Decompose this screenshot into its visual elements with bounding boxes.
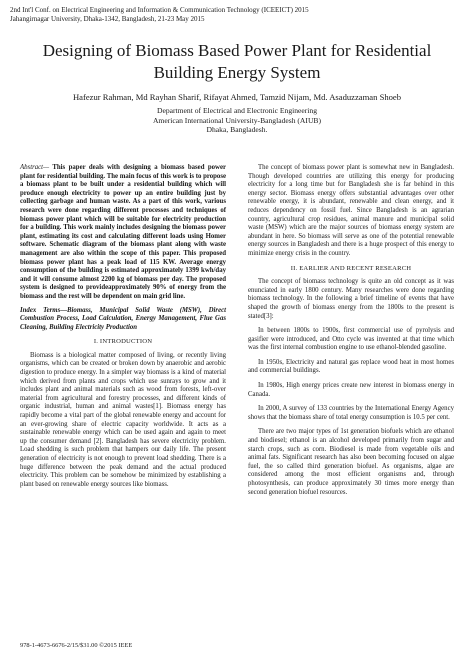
paragraph: In 2000, A survey of 133 countries by the International Energy Agency shows that the biomass share of total energy consumption is 10.5 per cent.	[248, 405, 454, 421]
conference-line-2: Jahangirnagar University, Dhaka-1342, Bangladesh, 21-23 May 2015	[10, 15, 205, 23]
author-list: Hafezur Rahman, Md Rayhan Sharif, Rifayat Ahmed, Tamzid Nijam, Md. Asaduzzaman Shoeb	[72, 92, 402, 102]
left-column	[20, 164, 226, 492]
city: Dhaka, Bangladesh.	[206, 125, 268, 135]
paragraph: In between 1800s to 1900s, first commercial use of pyrolysis and gasifier were introduced, and Otto cycle was invented at that time which was the first internal combustion engine to use ethanol-blended gasoline.	[248, 327, 454, 352]
paragraph: There are two major types of 1st generation biofuels which are ethanol and biodiesel; ethanol is an alcohol developed primarily from sugar and starch crops, such as corn. Biodiesel is made from vegetable oils and animal fats. Significant research has also been becoming focused on algae fuel, the so called third generation biofuel. As organisms, algae are considered among the most efficient organisms and, through photosynthesis, can produce approximately 30 times more energy than second generation biofuel resources.	[248, 428, 454, 496]
abstract	[20, 164, 226, 302]
paragraph: The concept of biomass technology is quite an old concept as it was enunciated in early 1800 century. Many researches were done regarding biomass technology. In the following a brief timeline of events that have shaped the growth of biomass energy from the 1800s to the present is stated[3]:	[248, 278, 454, 320]
abstract-label: Abstract—	[20, 164, 50, 171]
section-heading-introduction: I. INTRODUCTION	[93, 338, 153, 346]
paragraph: In 1950s, Electricity and natural gas replace wood heat in most homes and commercial buildings.	[248, 358, 454, 375]
intro-paragraph: Biomass is a biological matter composed of living, or recently living organisms, which can be created or broken down by anaerobic and aerobic digestion to produce energy. In a simpler way biomass is a kind of material which derived from plants and crops which use sunrays to grow and it includes plant and animal materials such as wood from forests, left-over material from agricultural and forestry processes, and different kinds of organic industrial, human and animal wastes[1]. Biomass energy has rapidly become a vital part of the global renewable energy and account for an ever-growing share of electric capacity worldwide. It acts as a sustainable renewable energy which can be used again and again to meet up the consumer demand [2]. Bangladesh has severe electricity problem. Load shedding is such problem that hampers our daily life. The present generation of electricity is not enough to prevent load shedding. There is a huge difference between the peak demand and the actual produced electricity. This problem can be somehow be minimized by establishing a plant based on renewable energy sources like biomass.	[20, 351, 226, 488]
copyright-footer: 978-1-4673-6676-2/15/$31.00 ©2015 IEEE	[20, 642, 133, 649]
paper-title: Designing of Biomass Based Power Plant for Residential Building Energy System	[42, 41, 432, 82]
university: American International University-Bangladesh (AIUB)	[152, 115, 322, 125]
abstract-text: This paper deals with designing a biomass based power plant for residential building. The main focus of this work is to propose a biomass plant to be built under a residential building which will produce enough electricity to power up an entire building just by collecting garbage and human waste. As a part of this work, various research were done regarding different processes and techniques of biomass power plant which will be suitable for electricity production for a building. This work mainly includes designing the biomass power plant, estimating its cost and calculating different loads using Homer software. Schematic diagram of the biomass plant along with waste management are also within the scope of this paper. This proposed biomass power plant has a peak load of 115 KW. Average energy consumption of the building is estimated approximately 1399 kwh/day and it will consume almost 2200 kg of biomass per day. The proposed system is designed to provideapproximately 90% of energy from the biomass and the rest will be dependent on main grid line.	[20, 164, 226, 300]
department: Department of Electrical and Electronic Engineering	[156, 106, 318, 115]
index-terms: Index Terms—Biomass, Municipal Solid Waste (MSW), Direct Combustion Process, Load Calculation, Energy Management, Flue Gas Cleaning, Building Electricity Production	[20, 306, 226, 331]
section-heading-research: II. EARLIER AND RECENT RESEARCH	[290, 264, 412, 272]
affiliation	[20, 106, 454, 135]
paragraph: The concept of biomass power plant is somewhat new in Bangladesh. Though developed countries are utilizing this energy for producing electricity for a long time but for Bangladesh she is far behind in this energy sector. Biomass energy offers substantial advantages over other renewable energy, it is abundant, renewable and clean energy, and it reduces dependency on fossil fuel. Since Bangladesh is an agrarian country, agricultural crop residues, animal manure and municipal solid waste (MSW) which are the major sources of biomass energy system are abundant in here. So biomass will serve as one of the potential renewable energy sources in Bangladesh and there is a huge prospect of this energy to minimize energy crisis in the country.	[248, 164, 454, 257]
conference-line-1: 2nd Int'l Conf. on Electrical Engineering and Information & Communication Technology (ICEEICT) 2015	[10, 6, 309, 14]
right-column	[248, 164, 454, 500]
conference-header	[10, 6, 464, 24]
paragraph: In 1980s, High energy prices create new interest in biomass energy in Canada.	[248, 382, 454, 398]
